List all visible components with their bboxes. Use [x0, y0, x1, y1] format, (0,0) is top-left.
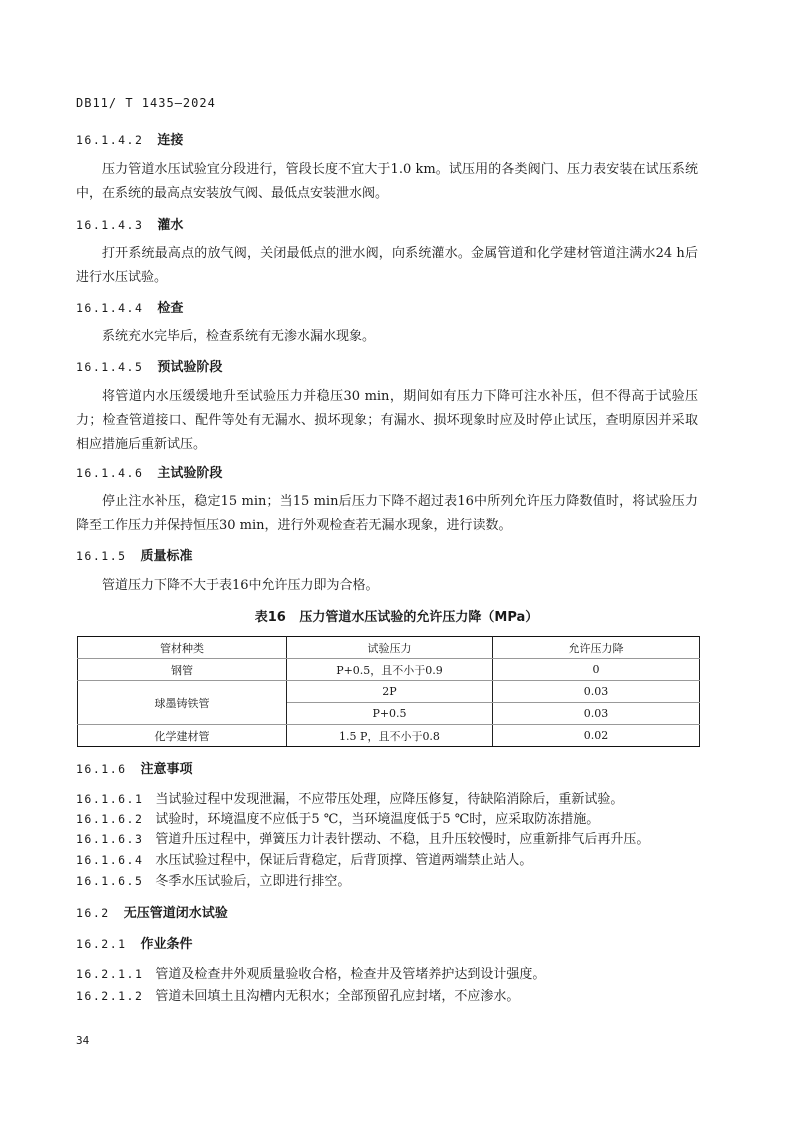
section-heading	[76, 213, 698, 238]
list-item	[76, 869, 698, 894]
section-title: 主试验阶段	[157, 466, 223, 481]
item-text: 水压试验过程中，保证后背稳定，后背顶撑、管道两端禁止站人。	[155, 853, 533, 868]
table-title: 压力管道水压试验的允许压力降（MPa）	[299, 610, 539, 625]
cell-material: 化学建材管	[78, 725, 287, 747]
section-title: 预试验阶段	[157, 360, 223, 375]
paragraph: 停止注水补压，稳定15 min；当15 min后压力下降不超过表16中所列允许压力降数值时，将试验压力降至工作压力并保持恒压30 min，进行外观检查若无漏水现象，进行读数。	[76, 494, 698, 533]
allowable-pressure-drop-table	[77, 636, 700, 747]
table-row	[78, 659, 700, 681]
paragraph: 压力管道水压试验宜分段进行，管段长度不宜大于1.0 km。试压用的各类阀门、压力表安装在试压系统中，在系统的最高点安装放气阀、最低点安装泄水阀。	[76, 162, 698, 201]
cell-material: 球墨铸铁管	[78, 681, 287, 725]
header-test-pressure: 试验压力	[287, 637, 493, 659]
cell-test-pressure: 1.5 P，且不小于0.8	[287, 725, 493, 747]
section-number: 16.1.4.2	[76, 133, 144, 147]
table-header-row	[78, 637, 700, 659]
table-number: 表16	[254, 610, 286, 625]
section-number: 16.1.6	[76, 762, 127, 776]
section-heading	[76, 296, 698, 321]
section-heading	[76, 461, 698, 486]
item-number: 16.1.6.5	[76, 874, 144, 888]
section-number: 16.2	[76, 906, 110, 920]
section-heading	[76, 932, 698, 957]
item-text: 管道未回填土且沟槽内无积水；全部预留孔应封堵，不应渗水。	[155, 989, 520, 1004]
section-heading	[76, 355, 698, 380]
section-title: 连接	[157, 133, 184, 148]
item-text: 冬季水压试验后，立即进行排空。	[155, 874, 351, 889]
item-text: 管道及检查井外观质量验收合格，检查井及管堵养护达到设计强度。	[155, 967, 546, 982]
section-heading	[76, 128, 698, 153]
paragraph: 将管道内水压缓缓地升至试验压力并稳压30 min，期间如有压力下降可注水补压，但不得高于试验压力；检查管道接口、配件等处有无漏水、损坏现象；有漏水、损坏现象时应及时停止试压，查明原因并采取相应措施后重新试压。	[76, 389, 698, 452]
item-number: 16.1.6.3	[76, 832, 144, 846]
cell-test-pressure: P+0.5，且不小于0.9	[287, 659, 493, 681]
cell-allowable-drop: 0	[493, 659, 700, 681]
item-number: 16.1.6.1	[76, 792, 144, 806]
paragraph: 系统充水完毕后，检查系统有无渗水漏水现象。	[102, 329, 376, 344]
section-number: 16.1.4.3	[76, 218, 144, 232]
section-number: 16.2.1	[76, 937, 127, 951]
section-heading	[76, 757, 698, 782]
page-number: 34	[76, 1034, 90, 1047]
cell-test-pressure: P+0.5	[287, 703, 493, 725]
section-heading	[76, 544, 698, 569]
section-title: 作业条件	[140, 937, 193, 952]
item-text: 管道升压过程中，弹簧压力计表针摆动、不稳，且升压较慢时，应重新排气后再升压。	[155, 832, 650, 847]
section-title: 质量标准	[140, 549, 193, 564]
section-number: 16.1.4.6	[76, 466, 144, 480]
paragraph: 打开系统最高点的放气阀，关闭最低点的泄水阀，向系统灌水。金属管道和化学建材管道注满水24 h后进行水压试验。	[76, 246, 698, 285]
section-number: 16.1.5	[76, 549, 127, 563]
cell-material: 钢管	[78, 659, 287, 681]
header-allowable-drop: 允许压力降	[493, 637, 700, 659]
table-caption	[0, 606, 793, 625]
section-number: 16.1.4.5	[76, 360, 144, 374]
section-number: 16.1.4.4	[76, 301, 144, 315]
item-number: 16.1.6.2	[76, 812, 144, 826]
list-item	[76, 984, 698, 1009]
item-text: 试验时，环境温度不应低于5 ℃，当环境温度低于5 ℃时，应采取防冻措施。	[155, 812, 600, 827]
section-title: 注意事项	[140, 762, 193, 777]
paragraph: 管道压力下降不大于表16中允许压力即为合格。	[102, 578, 379, 593]
section-title: 无压管道闭水试验	[123, 906, 228, 921]
cell-allowable-drop: 0.02	[493, 725, 700, 747]
item-number: 16.2.1.2	[76, 989, 144, 1003]
table-row	[78, 725, 700, 747]
item-number: 16.1.6.4	[76, 853, 144, 867]
header-material: 管材种类	[78, 637, 287, 659]
item-number: 16.2.1.1	[76, 967, 144, 981]
cell-allowable-drop: 0.03	[493, 703, 700, 725]
item-text: 当试验过程中发现泄漏，不应带压处理，应降压修复，待缺陷消除后，重新试验。	[155, 792, 624, 807]
cell-test-pressure: 2P	[287, 681, 493, 703]
document-code: DB11/ T 1435—2024	[76, 96, 216, 110]
section-title: 检查	[157, 301, 184, 316]
cell-allowable-drop: 0.03	[493, 681, 700, 703]
section-heading	[76, 901, 698, 926]
table-row	[78, 681, 700, 703]
section-title: 灌水	[157, 218, 184, 233]
